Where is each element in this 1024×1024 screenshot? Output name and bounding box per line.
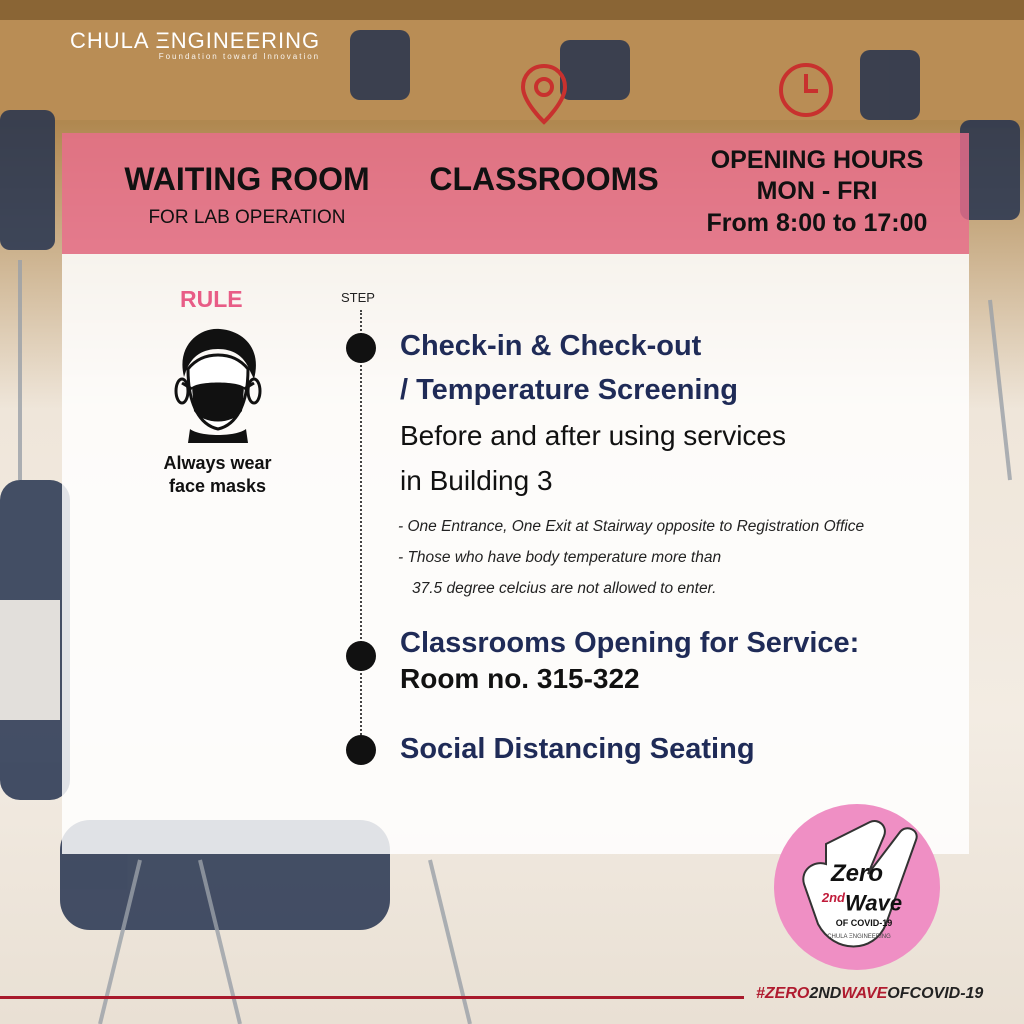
- map-pin-icon: [518, 62, 570, 133]
- hashtag: [756, 985, 983, 1003]
- waiting-room-subtitle: FOR LAB OPERATION: [148, 207, 346, 228]
- step-1-note-2: - Those who have body temperature more than: [398, 549, 722, 566]
- face-mask-icon: [170, 325, 266, 448]
- step-1-note-1: - One Entrance, One Exit at Stairway opposite to Registration Office: [398, 518, 865, 535]
- badge-logo: CHULA ΞNGINEERING: [827, 934, 891, 940]
- hours-title: OPENING HOURS: [710, 146, 924, 174]
- step-1-body-line2: in Building 3: [400, 465, 553, 496]
- step-2-heading: Classrooms Opening for Service:: [400, 627, 860, 659]
- step-2-marker: [346, 641, 376, 671]
- header-band: [62, 133, 969, 254]
- step-1-heading-line2: / Temperature Screening: [400, 374, 738, 406]
- badge-wave: [802, 890, 922, 916]
- hashtag-part3: WAVE: [841, 985, 888, 1002]
- opening-hours: [682, 145, 952, 239]
- rule-label: RULE: [180, 286, 243, 312]
- step-label: STEP: [341, 290, 375, 305]
- hours-time: From 8:00 to 17:00: [706, 208, 928, 237]
- rule-text-line1: Always wear: [163, 453, 272, 473]
- zero-2nd-wave-badge: [774, 804, 940, 970]
- step-3-heading: Social Distancing Seating: [400, 733, 755, 765]
- badge-2nd: 2nd: [821, 890, 846, 905]
- footer-rule: [0, 996, 744, 999]
- step-1-body-line1: Before and after using services: [400, 420, 786, 451]
- step-1-note-3: 37.5 degree celcius are not allowed to enter.: [412, 580, 717, 597]
- logo-name: CHULA ΞNGINEERING: [70, 28, 321, 53]
- badge-wave-text: Wave: [845, 890, 903, 916]
- step-timeline: [360, 310, 362, 750]
- logo-tagline: Foundation toward Innovation: [158, 52, 321, 61]
- chula-engineering-logo: [70, 28, 320, 61]
- step-1-heading-line1: Check-in & Check-out: [400, 330, 702, 362]
- waiting-room-title: WAITING ROOM: [124, 161, 370, 197]
- hashtag-part2: 2ND: [809, 985, 842, 1002]
- hours-days: MON - FRI: [756, 177, 878, 206]
- step-3-marker: [346, 735, 376, 765]
- step-1-marker: [346, 333, 376, 363]
- step-2-body: Room no. 315-322: [400, 663, 640, 694]
- hashtag-part1: #ZERO: [756, 985, 810, 1002]
- badge-subtitle: OF COVID-19: [835, 918, 893, 928]
- badge-zero: Zero: [830, 860, 883, 887]
- classrooms-title: CLASSROOMS: [429, 161, 659, 197]
- rule-text: [140, 452, 295, 499]
- rule-text-line2: face masks: [168, 476, 267, 497]
- clock-icon: [776, 60, 836, 125]
- hashtag-part4: OFCOVID-19: [887, 985, 984, 1002]
